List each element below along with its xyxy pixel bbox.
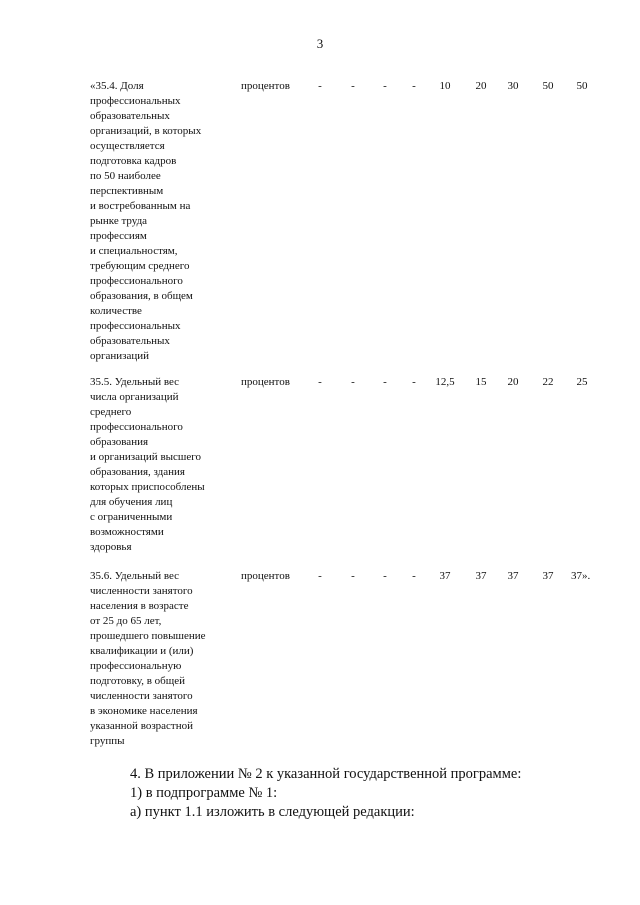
value-cell: - (318, 80, 322, 92)
value-cell: - (383, 80, 387, 92)
unit-cell: процентов (241, 80, 290, 92)
value-cell: - (412, 80, 416, 92)
value-cell: 37 (542, 570, 554, 582)
value-cell: 37 (475, 570, 487, 582)
value-cell: 30 (507, 80, 519, 92)
value-cell: 10 (439, 80, 451, 92)
value-cell: 37 (439, 570, 451, 582)
value-cell: 37». (571, 570, 591, 582)
value-cell: 22 (542, 376, 554, 388)
unit-cell: процентов (241, 570, 290, 582)
value-cell: - (351, 570, 355, 582)
value-cell: 20 (507, 376, 519, 388)
value-cell: 37 (507, 570, 519, 582)
value-cell: - (383, 570, 387, 582)
value-cell: - (318, 570, 322, 582)
paragraph: 1) в подпрограмме № 1: (130, 785, 278, 801)
value-cell: 12,5 (435, 376, 455, 388)
value-cell: 15 (475, 376, 487, 388)
value-cell: - (351, 80, 355, 92)
paragraph: 4. В приложении № 2 к указанной государственной программе: (130, 766, 522, 782)
value-cell: 25 (576, 376, 588, 388)
value-cell: - (318, 376, 322, 388)
paragraph: а) пункт 1.1 изложить в следующей редакции: (130, 804, 415, 820)
indicator-name: «35.4. Доля профессиональных образовательных организаций, в которых осуществляется подготовка кадров по 50 наиболее перспективным и востребованным на рынке труда профессиям и специальностям, требующим среднего профессионального образования, в общем количестве профессиональных образовательных организаций (90, 80, 202, 362)
unit-cell: процентов (241, 376, 290, 388)
body-text (130, 765, 521, 822)
value-cell: - (351, 376, 355, 388)
value-cell: 20 (475, 80, 487, 92)
value-cell: - (412, 376, 416, 388)
indicator-name: 35.6. Удельный вес численности занятого населения в возрасте от 25 до 65 лет, прошедшего повышение квалификации и (или) профессиональную подготовку, в общей численности занятого в экономике населения указанной возрастной группы (90, 570, 206, 747)
page-number: 3 (316, 36, 324, 51)
value-cell: - (412, 570, 416, 582)
value-cell: 50 (542, 80, 554, 92)
value-cell: - (383, 376, 387, 388)
indicator-name: 35.5. Удельный вес числа организаций среднего профессионального образования и организаций высшего образования, здания которых приспособлены для обучения лиц с ограниченными возможностями здоровья (90, 376, 205, 553)
value-cell: 50 (576, 80, 588, 92)
